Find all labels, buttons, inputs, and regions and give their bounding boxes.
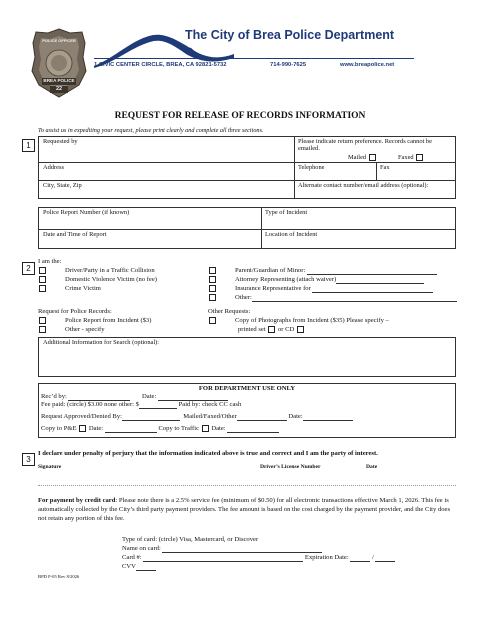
card-number-line[interactable]: Card #: Expiration Date: / <box>122 554 395 562</box>
police-report-option[interactable]: Police Report from Incident ($3) <box>38 317 151 325</box>
location-field[interactable]: Location of Incident <box>265 231 318 238</box>
badge-top-text: POLICE OFFICER <box>42 38 76 43</box>
signature-line[interactable] <box>38 485 456 486</box>
date-label: Date <box>366 464 378 470</box>
report-number-field[interactable]: Police Report Number (if known) <box>43 209 130 216</box>
photo-format-options[interactable]: printed set or CD <box>238 326 305 334</box>
role-driver[interactable]: Driver/Party in a Traffic Collision <box>38 267 155 275</box>
alt-contact-field[interactable]: Alternate contact number/email address (optional): <box>298 182 429 189</box>
badge-bottom-text: BREA POLICE <box>43 78 75 83</box>
signature-label: Signature <box>38 464 62 470</box>
role-crime-victim[interactable]: Crime Victim <box>38 285 101 293</box>
role-insurance[interactable]: Insurance Representative for <box>208 285 433 293</box>
incident-type-field[interactable]: Type of Incident <box>265 209 308 216</box>
dept-name: The City of Brea Police Department <box>185 28 395 42</box>
section-3-number: 3 <box>22 453 35 466</box>
telephone-field[interactable]: Telephone <box>298 164 325 171</box>
mailed-checkbox[interactable]: Mailed <box>345 153 380 162</box>
faxed-checkbox[interactable]: Faxed <box>395 153 427 162</box>
police-records-heading: Request for Police Records: <box>38 308 112 315</box>
section-1-number: 1 <box>22 139 35 152</box>
license-label: Driver’s License Number <box>260 464 321 470</box>
received-by-line: Rec’d by: Date: <box>41 393 228 401</box>
other-requests-heading: Other Requests: <box>208 308 251 315</box>
address-field[interactable]: Address <box>43 164 64 171</box>
card-type-line: Type of card: (circle) Visa, Mastercard, or Discover <box>122 536 259 543</box>
section-2-number: 2 <box>22 262 35 275</box>
form-title: REQUEST FOR RELEASE OF RECORDS INFORMATION <box>114 111 366 121</box>
approved-line: Request Approved/Denied By: Mailed/Faxed/Other Date: <box>41 413 353 421</box>
role-attorney[interactable]: Attorney Representing (attach waiver) <box>208 276 424 284</box>
header-phone: 714-990-7625 <box>270 62 307 68</box>
fax-field[interactable]: Fax <box>380 164 390 171</box>
fee-paid-line: Fee paid: (circle) $3.00 none other: $ Paid by: check CC cash <box>41 401 242 408</box>
payment-paragraph: For payment by credit card: Please note there is a 2.5% service fee (minimum of $0.50) for all electronic transactions effective March 1, 2026. This fee is automatically collected by the City’s third party payment providers. The fee amount is based on the cost charged by the payment provider, and the City does not retain any portion of this fee. <box>38 497 451 522</box>
i-am-label: I am the: <box>38 258 62 265</box>
photo-copy-option[interactable]: Copy of Photographs from Incident ($35) Please specify – <box>208 317 389 325</box>
declaration-text: I declare under penalty of perjury that the information indicated above is true and correct and I am the party of interest. <box>38 450 378 457</box>
requested-by-field[interactable]: Requested by <box>43 138 78 145</box>
city-state-zip-field[interactable]: City, State, Zip <box>43 182 82 189</box>
dept-use-heading: FOR DEPARTMENT USE ONLY <box>198 385 296 392</box>
name-on-card-line[interactable]: Name on card: <box>122 545 322 553</box>
header-rule <box>94 58 414 59</box>
form-instructions: To assist us in expediting your request, please print clearly and complete all three sections. <box>38 127 264 134</box>
cvv-line[interactable]: CVV <box>122 563 156 571</box>
return-preference-label: Please indicate return preference. Records cannot be emailed. <box>298 138 432 153</box>
copy-to-line: Copy to P&E Date: Copy to Traffic Date: <box>41 425 279 433</box>
date-time-field[interactable]: Date and Time of Report <box>43 231 107 238</box>
header-address: 1 CIVIC CENTER CIRCLE, BREA, CA 92821-5732 <box>94 62 227 68</box>
role-other[interactable]: Other: <box>208 294 457 302</box>
badge-number: 22 <box>55 86 63 92</box>
form-id: BPD F-05 Rev 8/2026 <box>38 574 80 579</box>
role-parent-guardian[interactable]: Parent/Guardian of Minor: <box>208 267 437 275</box>
additional-info-label: Additional Information for Search (optional): <box>43 339 160 346</box>
role-domestic-violence[interactable]: Domestic Violence Victim (no fee) <box>38 276 157 284</box>
header-website[interactable]: www.breapolice.net <box>340 62 395 68</box>
other-specify-option[interactable]: Other - specify <box>38 326 105 334</box>
